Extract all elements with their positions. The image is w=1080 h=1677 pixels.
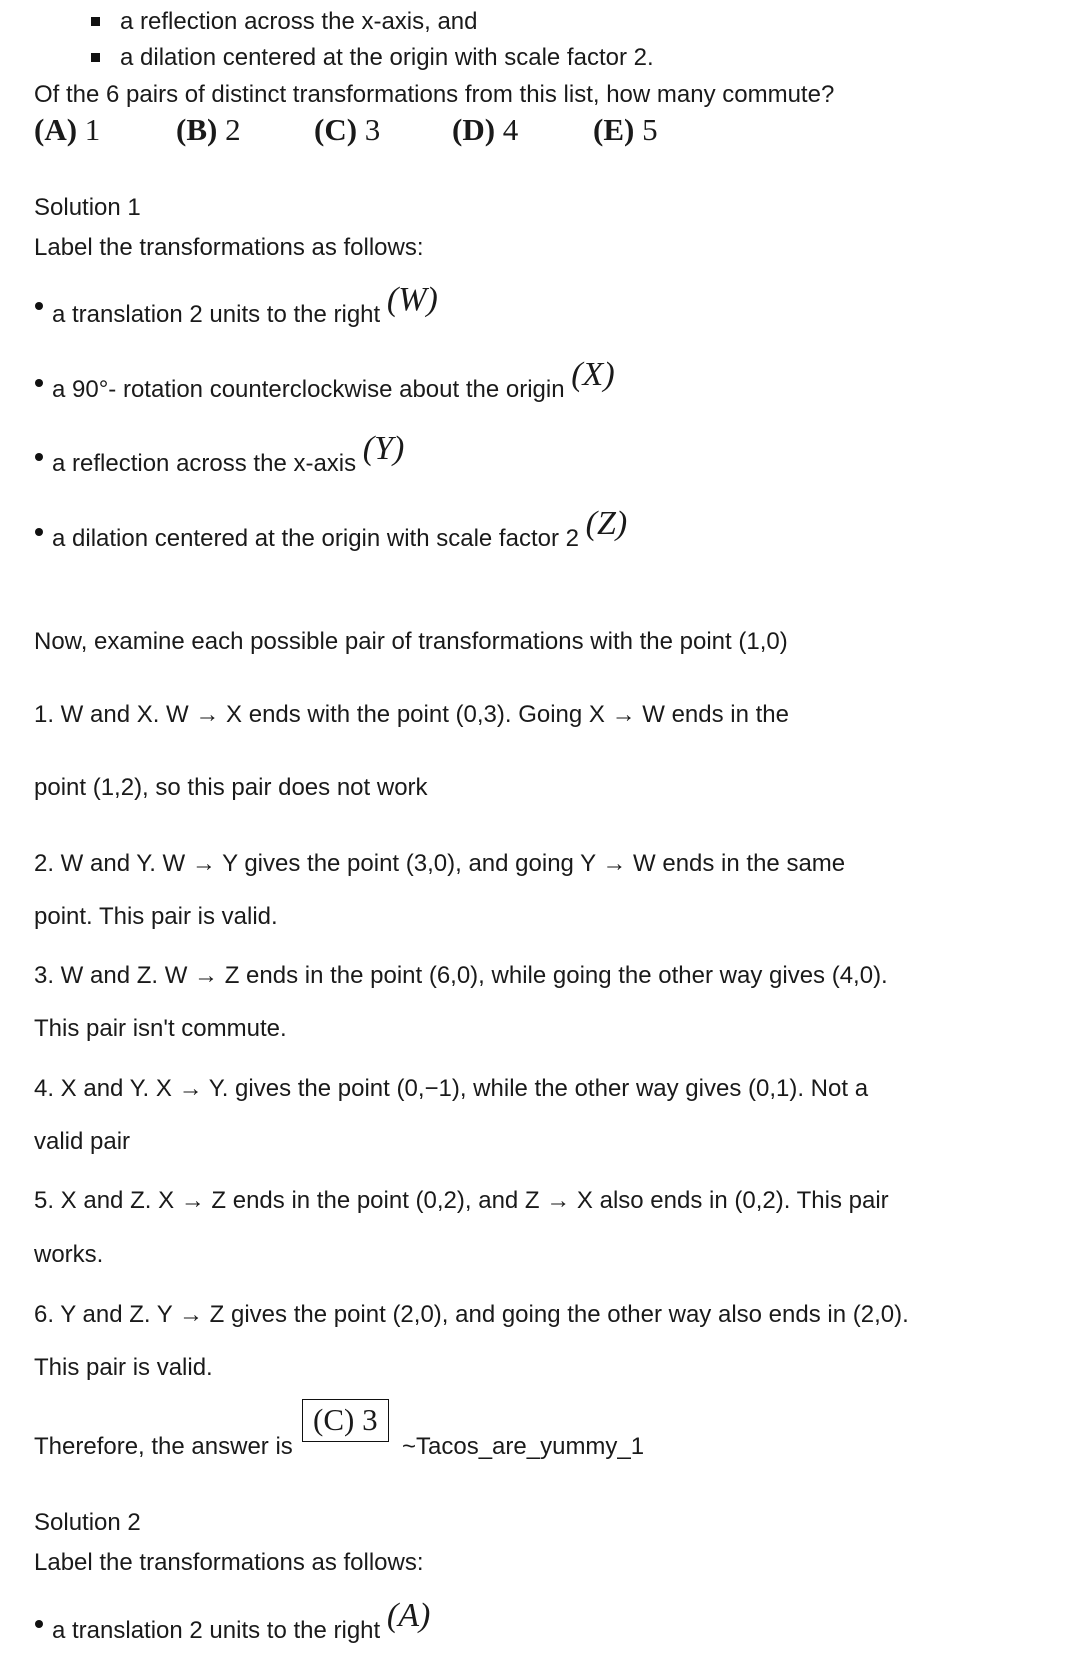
step-1-cont: point (1,2), so this pair does not work xyxy=(34,774,428,801)
author-signature: ~Tacos_are_yummy_1 xyxy=(402,1433,645,1460)
step-6: 6. Y and Z. Y → Z gives the point (2,0), and going the other way also ends in (2,0). xyxy=(34,1301,909,1328)
answer-box: (C) 3 xyxy=(302,1399,389,1442)
step-5: 5. X and Z. X → Z ends in the point (0,2), and Z → X also ends in (0,2). This pair xyxy=(34,1187,889,1214)
list-item: a dilation centered at the origin with scale factor 2. xyxy=(120,44,654,71)
label-item: a reflection across the x-axis (Y) xyxy=(52,430,405,477)
step-1: 1. W and X. W → X ends with the point (0,3). Going X → W ends in the xyxy=(34,701,790,728)
list-bullet xyxy=(91,17,100,26)
step-5-cont: works. xyxy=(34,1241,104,1268)
choice-d: (D) 4 xyxy=(452,112,519,147)
list-item: a reflection across the x-axis, and xyxy=(120,8,478,35)
solution1-heading: Solution 1 xyxy=(34,194,141,221)
choice-a: (A) 1 xyxy=(34,112,101,147)
step-2-cont: point. This pair is valid. xyxy=(34,903,278,930)
answer-prefix: Therefore, the answer is xyxy=(34,1433,293,1460)
step-2: 2. W and Y. W → Y gives the point (3,0), and going Y → W ends in the same xyxy=(34,850,846,877)
step-4-cont: valid pair xyxy=(34,1128,131,1155)
choice-c: (C) 3 xyxy=(314,112,381,147)
step-4: 4. X and Y. X → Y. gives the point (0,−1), while the other way gives (0,1). Not a xyxy=(34,1075,869,1102)
step-3-cont: This pair isn't commute. xyxy=(34,1015,287,1042)
question-text: Of the 6 pairs of distinct transformations from this list, how many commute? xyxy=(34,81,835,108)
choice-b: (B) 2 xyxy=(176,112,241,147)
bullet-dot xyxy=(35,302,43,310)
solution2-heading: Solution 2 xyxy=(34,1509,141,1536)
list-bullet xyxy=(91,53,100,62)
examine-text: Now, examine each possible pair of transformations with the point (1,0) xyxy=(34,628,788,655)
bullet-dot xyxy=(35,453,43,461)
step-3: 3. W and Z. W → Z ends in the point (6,0), while going the other way gives (4,0). xyxy=(34,962,888,989)
bullet-dot xyxy=(35,1620,43,1628)
bullet-dot xyxy=(35,528,43,536)
label-item: a 90°- rotation counterclockwise about the origin (X) xyxy=(52,356,615,403)
step-6-cont: This pair is valid. xyxy=(34,1354,213,1381)
label-item: a translation 2 units to the right (A) xyxy=(52,1597,431,1644)
solution2-intro: Label the transformations as follows: xyxy=(34,1549,424,1576)
solution1-intro: Label the transformations as follows: xyxy=(34,234,424,261)
label-item: a translation 2 units to the right (W) xyxy=(52,281,438,328)
choice-e: (E) 5 xyxy=(593,112,658,147)
bullet-dot xyxy=(35,379,43,387)
label-item: a dilation centered at the origin with scale factor 2 (Z) xyxy=(52,505,628,552)
